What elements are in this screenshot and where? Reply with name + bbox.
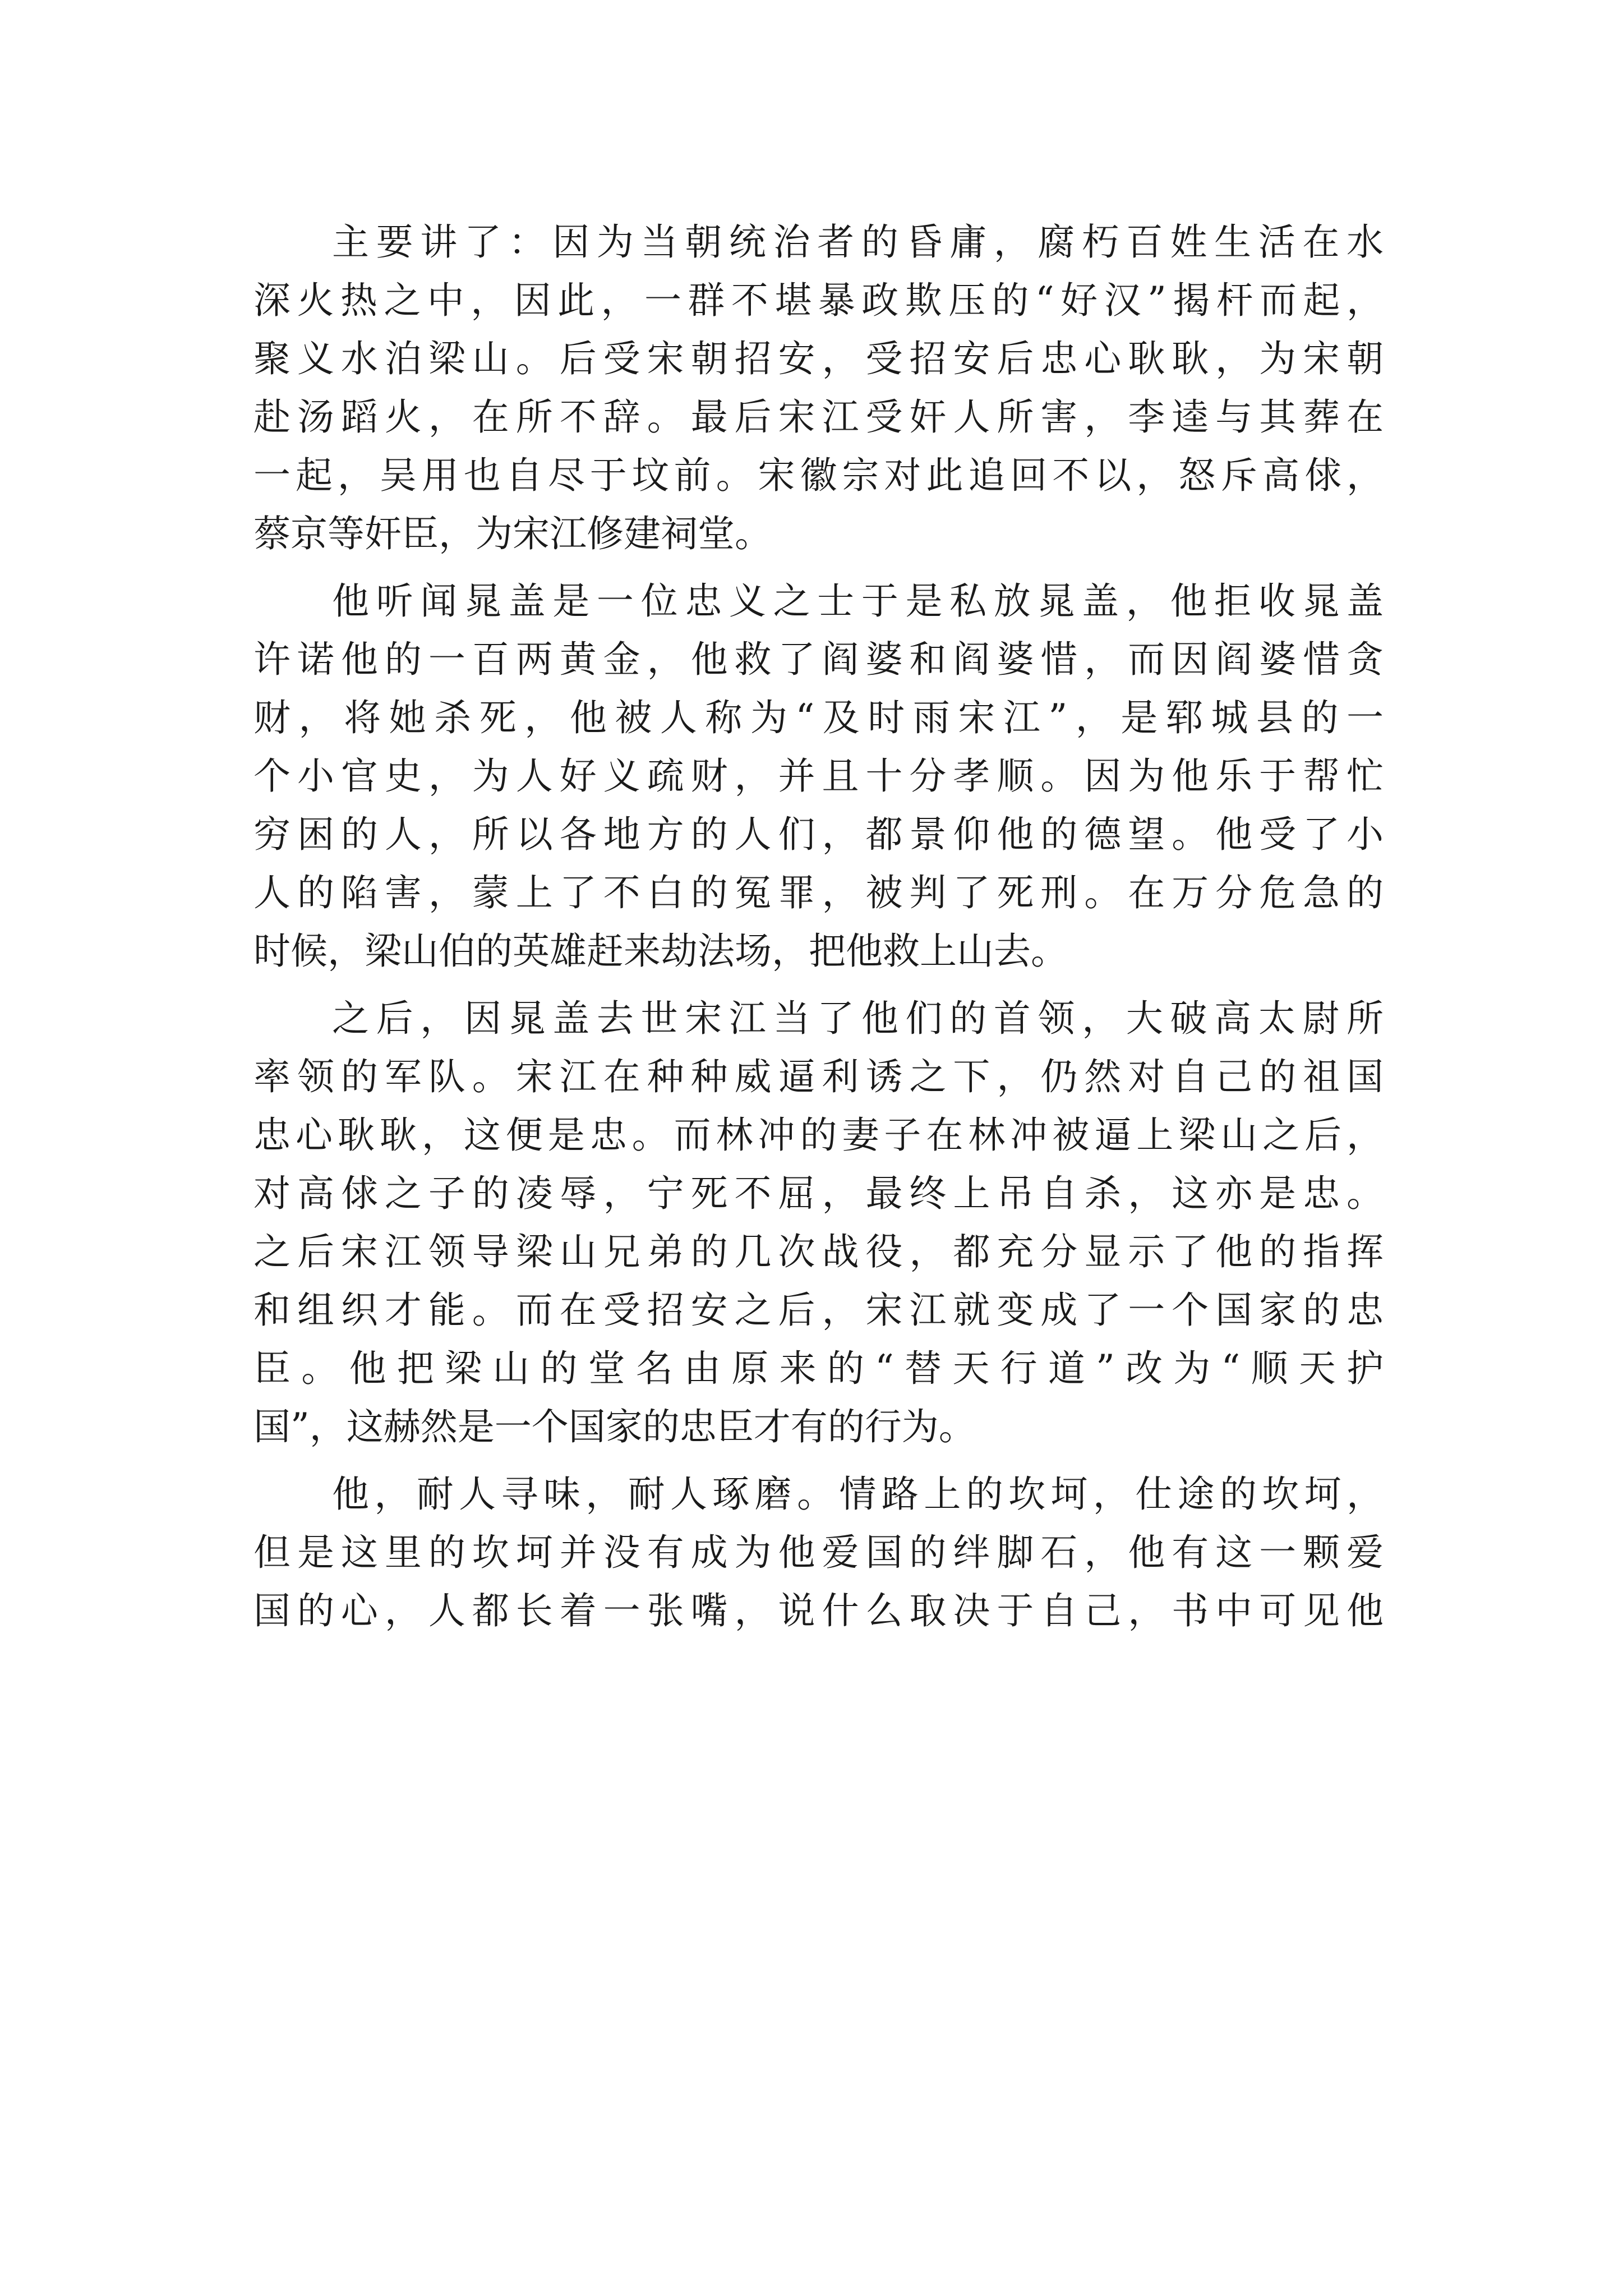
text-line: 个小官史，为人好义疏财，并且十分孝顺。因为他乐于帮忙 xyxy=(253,754,1384,798)
text-line: 率领的军队。宋江在种种威逼利诱之下，仍然对自己的祖国 xyxy=(253,1055,1384,1098)
paragraph-spacer xyxy=(253,1456,1384,1465)
text-line: 聚义水泊梁山。后受宋朝招安，受招安后忠心耿耿，为宋朝 xyxy=(253,337,1384,380)
paragraph xyxy=(253,990,1384,1456)
text-line: 许诺他的一百两黄金，他救了阎婆和阎婆惜，而因阎婆惜贪 xyxy=(253,638,1384,681)
text-line: 时候，梁山伯的英雄赶来劫法场，把他救上山去。 xyxy=(253,930,1068,973)
text-line: 赴汤蹈火，在所不辞。最后宋江受奸人所害，李逵与其葬在 xyxy=(253,395,1384,439)
paragraph-spacer xyxy=(253,981,1384,990)
paragraph-spacer xyxy=(253,563,1384,572)
paragraph xyxy=(253,213,1384,563)
text-line: 之后，因晁盖去世宋江当了他们的首领，大破高太尉所 xyxy=(332,997,1384,1040)
text-line: 人的陷害，蒙上了不白的冤罪，被判了死刑。在万分危急的 xyxy=(253,871,1384,914)
text-line: 之后宋江领导梁山兄弟的几次战役，都充分显示了他的指挥 xyxy=(253,1230,1384,1273)
text-line: 国的心，人都长着一张嘴，说什么取决于自己，书中可见他 xyxy=(253,1589,1384,1632)
text-line: 主要讲了：因为当朝统治者的昏庸，腐朽百姓生活在水 xyxy=(332,220,1384,264)
document-body xyxy=(253,213,1384,1640)
text-line: 一起，吴用也自尽于坟前。宋徽宗对此追回不以，怒斥高俅， xyxy=(253,454,1384,497)
text-line: 他听闻晁盖是一位忠义之士于是私放晁盖，他拒收晁盖 xyxy=(332,579,1384,623)
text-line: 忠心耿耿，这便是忠。而林冲的妻子在林冲被逼上梁山之后， xyxy=(253,1114,1384,1157)
text-line: 财，将她杀死，他被人称为“及时雨宋江”，是郓城县的一 xyxy=(253,696,1384,739)
text-line: 穷困的人，所以各地方的人们，都景仰他的德望。他受了小 xyxy=(253,813,1384,856)
text-line: 蔡京等奸臣，为宋江修建祠堂。 xyxy=(253,512,772,555)
paragraph xyxy=(253,1465,1384,1640)
text-line: 对高俅之子的凌辱，宁死不屈，最终上吊自杀，这亦是忠。 xyxy=(253,1172,1384,1215)
text-line: 和组织才能。而在受招安之后，宋江就变成了一个国家的忠 xyxy=(253,1289,1384,1332)
text-line: 臣。他把梁山的堂名由原来的“替天行道”改为“顺天护 xyxy=(253,1347,1384,1390)
text-line: 深火热之中，因此，一群不堪暴政欺压的“好汉”揭杆而起， xyxy=(253,279,1384,322)
text-line: 国”，这赫然是一个国家的忠臣才有的行为。 xyxy=(253,1405,976,1448)
text-line: 他，耐人寻味，耐人琢磨。情路上的坎坷，仕途的坎坷， xyxy=(332,1473,1384,1516)
paragraph xyxy=(253,572,1384,981)
text-line: 但是这里的坎坷并没有成为他爱国的绊脚石，他有这一颗爱 xyxy=(253,1531,1384,1574)
